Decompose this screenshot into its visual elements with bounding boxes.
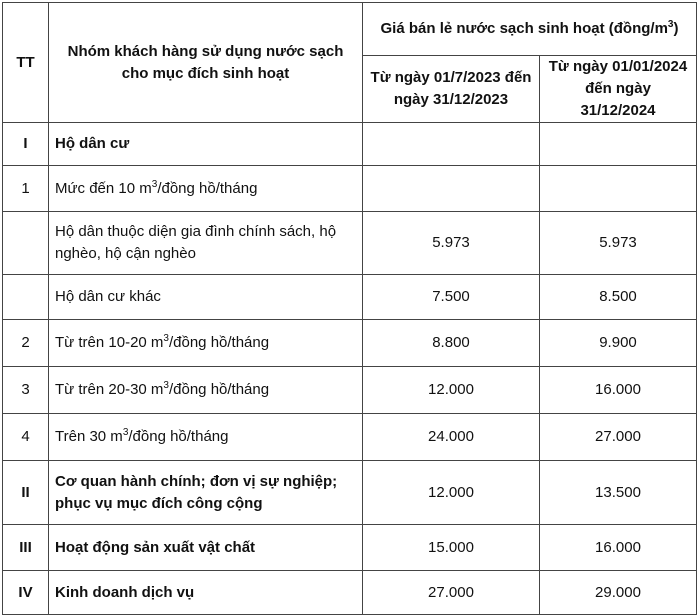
table-row xyxy=(3,414,697,461)
price-title-sup: 3 xyxy=(667,19,674,30)
row-tt: 2 xyxy=(3,320,49,367)
row-tt: 4 xyxy=(3,414,49,461)
header-price-title xyxy=(363,3,697,56)
table-row xyxy=(3,461,697,525)
water-price-table xyxy=(2,2,697,615)
row-tt: 3 xyxy=(3,367,49,414)
table-row xyxy=(3,320,697,367)
price-title-close: ) xyxy=(673,20,679,37)
table-row xyxy=(3,571,697,615)
row-label-unit: /đồng hồ/tháng xyxy=(128,428,229,445)
header-period-2023: Từ ngày 01/7/2023 đến ngày 31/12/2023 xyxy=(363,56,540,123)
row-price-2023: 7.500 xyxy=(363,275,540,320)
row-price-2023: 27.000 xyxy=(363,571,540,615)
row-price-2024: 5.973 xyxy=(540,212,697,275)
row-label-text: Trên 30 m xyxy=(55,428,123,445)
row-price-2024 xyxy=(540,123,697,166)
row-price-2024: 16.000 xyxy=(540,525,697,571)
table-row xyxy=(3,212,697,275)
row-label xyxy=(49,414,363,461)
row-price-2024 xyxy=(540,166,697,212)
row-tt: I xyxy=(3,123,49,166)
row-tt: III xyxy=(3,525,49,571)
row-price-2024: 9.900 xyxy=(540,320,697,367)
row-price-2024: 29.000 xyxy=(540,571,697,615)
row-label-unit: /đồng hồ/tháng xyxy=(168,334,270,351)
row-price-2023: 15.000 xyxy=(363,525,540,571)
row-label-sup: 3 xyxy=(151,178,158,190)
table-row xyxy=(3,275,697,320)
row-price-2023: 24.000 xyxy=(363,414,540,461)
row-price-2024: 16.000 xyxy=(540,367,697,414)
row-price-2024: 27.000 xyxy=(540,414,697,461)
row-price-2023 xyxy=(363,123,540,166)
row-price-2023: 12.000 xyxy=(363,367,540,414)
header-row-1 xyxy=(3,3,697,56)
row-label-text: Mức đến 10 m xyxy=(55,179,152,197)
row-label: Kinh doanh dịch vụ xyxy=(49,571,363,615)
price-title-text: Giá bán lẻ nước sạch sinh hoạt (đồng/m xyxy=(380,20,668,37)
row-label: Hộ dân cư khác xyxy=(49,275,363,320)
header-customer-group: Nhóm khách hàng sử dụng nước sạch cho mục đích sinh hoạt xyxy=(49,3,363,123)
row-label-text: Từ trên 10-20 m xyxy=(55,334,164,351)
row-tt: II xyxy=(3,461,49,525)
row-tt xyxy=(3,275,49,320)
row-label: Hoạt động sản xuất vật chất xyxy=(49,525,363,571)
row-label: Hộ dân thuộc diện gia đình chính sách, hộ nghèo, hộ cận nghèo xyxy=(49,212,363,275)
row-price-2024: 8.500 xyxy=(540,275,697,320)
row-label: Hộ dân cư xyxy=(49,123,363,166)
table-row xyxy=(3,166,697,212)
row-label-sup: 3 xyxy=(163,380,169,391)
table-row xyxy=(3,367,697,414)
row-label: Cơ quan hành chính; đơn vị sự nghiệp; phục vụ mục đích công cộng xyxy=(49,461,363,525)
row-label xyxy=(49,367,363,414)
header-tt: TT xyxy=(3,3,49,123)
row-price-2023 xyxy=(363,166,540,212)
row-tt: 1 xyxy=(3,166,49,212)
row-tt xyxy=(3,212,49,275)
table-row xyxy=(3,525,697,571)
row-tt: IV xyxy=(3,571,49,615)
row-price-2024: 13.500 xyxy=(540,461,697,525)
row-label-unit: /đồng hồ/tháng xyxy=(168,381,270,398)
row-price-2023: 8.800 xyxy=(363,320,540,367)
row-label-text: Từ trên 20-30 m xyxy=(55,381,164,398)
table-row xyxy=(3,123,697,166)
row-label-sup: 3 xyxy=(122,427,129,438)
row-label xyxy=(49,166,363,212)
row-label xyxy=(49,320,363,367)
header-period-2024: Từ ngày 01/01/2024 đến ngày 31/12/2024 xyxy=(540,56,697,123)
row-price-2023: 12.000 xyxy=(363,461,540,525)
row-label-sup: 3 xyxy=(163,333,169,344)
row-price-2023: 5.973 xyxy=(363,212,540,275)
row-label-unit: /đồng hồ/tháng xyxy=(157,179,258,197)
